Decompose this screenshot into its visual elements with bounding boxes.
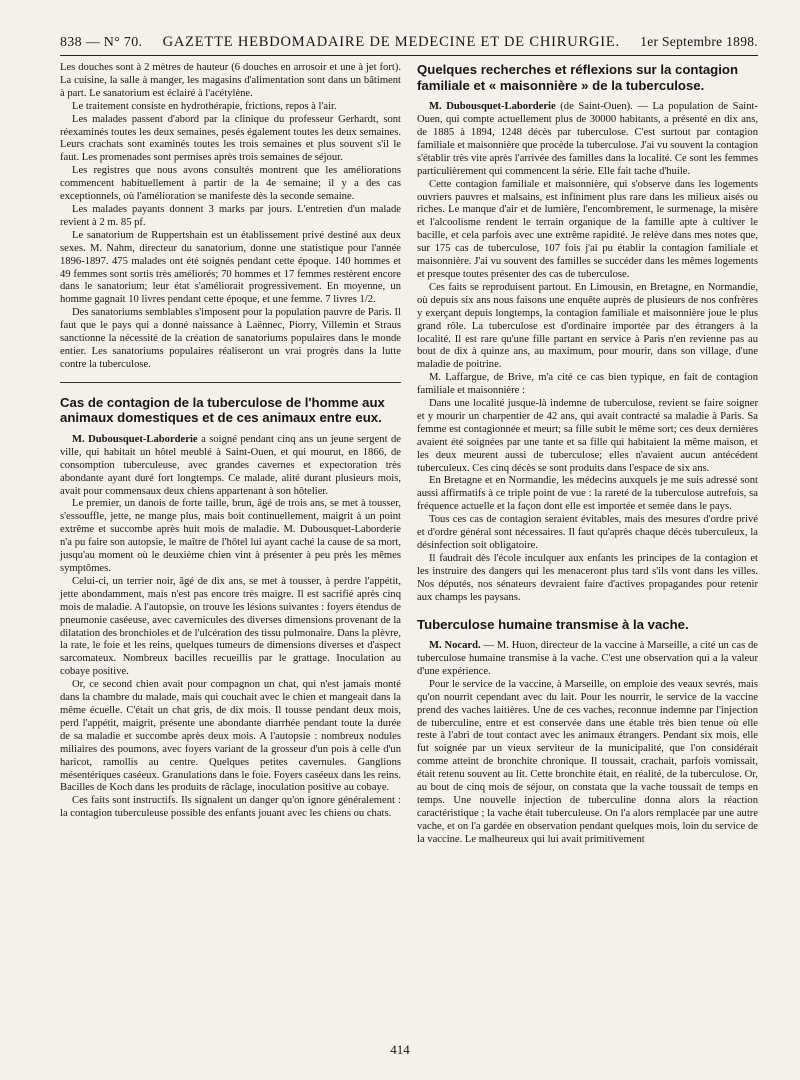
paragraph-text: a soigné pendant cinq ans un jeune sergent de ville, qui habitait un hôtel meublé à Saint-Ouen, et qui mourut, en 1866, de consomption tuberculeuse, avec grandes cavernes et expectoration très abondante ayant duré fort longtemps. Ce malade, alité durant plusieurs mois, avait pour commensaux deux chiens appartenant à son hôtelier. <box>60 433 402 497</box>
paragraph: Le sanatorium de Ruppertshain est un établissement privé destiné aux deux sexes. M. Nahm, directeur du sanatorium, donne une statistique pour l'année 1896-1897. 475 malades ont été soignés pendant cette époque. 140 hommes et 49 femmes sont sortis très améliorés; 70 hommes et 17 femmes restèrent encore dans le sanatorium; leur état s'améliorait progressivement. En moyenne, un homme gagnait 10 livres pendant cette époque, et une femme. 7 livres 1/2. <box>60 229 401 306</box>
paragraph <box>417 101 758 178</box>
page-header <box>60 34 758 56</box>
paragraph: Les douches sont à 2 mètres de hauteur (6 douches en arrosoir et une à jet fort). La cuisine, la salle à manger, les magasins d'alimentation sont dans un bâtiment à part. Le sanatorium est éclairé à l'acétylène. <box>60 62 401 99</box>
paragraph: Or, ce second chien avait pour compagnon un chat, qui n'est jamais monté dans la chambre du malade, mais qui couchait avec le chien et mangeait dans la même écuelle. C'était un chat gris, de dix mois. Il tousse pendant deux mois, perd l'appétit, maigrit, présente une abondante diarrhée pendant toute la durée de sa maladie et succombe après deux mois. A l'autopsie : nombreux nodules miliaires des poumons, avec foyers variant de la grosseur d'un pois à celle d'un haricot, ramollis au centre. Quelques petites cavernules. Ganglions mésentériques caséeux. Granulations dans le foie. Foyers caséeux dans les reins. Bacilles de Koch dans les produits de râclage, inoculation positive au cobaye. <box>60 679 401 794</box>
paragraph: Les registres que nous avons consultés montrent que les améliorations commencent habituellement à partir de la 4e semaine; il y a des cas exceptionnels, où l'amélioration se manifeste dès la seconde semaine. <box>60 165 401 203</box>
paragraph: Des sanatoriums semblables s'imposent pour la population pauvre de Paris. Il faut que le pays qui a donné naissance à Laënnec, Piorry, Villemin et Straus sanctionne la nécessité de la création de sanatoriums populaires dans le monde entier. Les sanatoriums populaires réaliseront un vrai progrès dans la lutte contre la tuberculose. <box>60 307 401 370</box>
page-number: 414 <box>390 1042 410 1057</box>
author-name: M. Dubousquet-Laborderie <box>429 101 556 113</box>
section-heading: Quelques recherches et réflexions sur la contagion familiale et « maisonnière » de la tuberculose. <box>417 62 739 93</box>
paragraph: M. Laffargue, de Brive, m'a cité ce cas bien typique, en fait de contagion familiale et maisonnière : <box>417 372 758 397</box>
two-column-body <box>60 62 758 847</box>
paragraph: Les malades payants donnent 3 marks par jours. L'entretien d'un malade revient à 2 m. 85 pf. <box>60 203 401 228</box>
paragraph: Les malades passent d'abord par la clinique du professeur Gerhardt, sont réexaminés toutes les deux semaines, pesés également toutes les deux semaines. Leurs crachats sont examinés toutes les trois semaines et plus souvent s'il le faut. Les promenades sont permises après trois semaines de séjour. <box>60 113 401 164</box>
paragraph: Il faudrait dès l'école inculquer aux enfants les principes de la contagion et les instruire des dangers qui les menaceront plus tard s'ils vont dans les villes. Nos députés, nos sénateurs devraient faire d'actives propagandes pour retenir aux champs les paysans. <box>417 552 758 603</box>
paragraph <box>60 434 401 499</box>
paragraph: Cette contagion familiale et maisonnière, qui s'observe dans les logements ouvriers pauvres et malsains, est infiniment plus rare dans les milieux aisés ou riches. Le manque d'air et de lumière, l'encombrement, le surmenage, la misère et l'alcoolisme rendent le terrain organique de la famille apte à cultiver le bacille, et cela parfois avec une extrême rapidité. Je relève dans mes notes que, sur 175 cas de tuberculose, 107 fois j'ai pu établir la contagion familiale et maisonnière. J'ai vu souvent des familles se succéder dans les mêmes logements et presque toutes présenter des cas de tuberculose. <box>417 178 758 280</box>
paragraph: Dans une localité jusque-là indemne de tuberculose, revient se faire soigner et y mourir un charpentier de 42 ans, qui avait contracté sa maladie à Paris. Sa femme est contagionnée et meurt; sa fille subit le même sort; ces deux dernières avaient été soignées par une tante et sa fille qui habitaient la même maison, et les deux meurent aussi de tuberculose; elles n'avaient aucun antécédent tuberculeux. Ces cinq décès se sont produits dans l'espace de six ans. <box>417 398 758 474</box>
paragraph-text: (de Saint-Ouen). — La population de Saint-Ouen, qui compte actuellement plus de 30000 habitants, a présenté en dix ans, de 1885 à 1894, 1248 décès par tuberculose. C'est surtout par contagion familiale et maisonnière que procède la tuberculose. J'ai vu souvent la contagion s'établir très vite après l'arrivée des familles dans la localité. Ce sont les femmes particulièrement qui commencent la série. Elle fait tache d'huile. <box>417 101 758 177</box>
paragraph: Ces faits se reproduisent partout. En Limousin, en Bretagne, en Normandie, où depuis six ans nous faisons une enquête auprès de plusieurs de nos confrères y exerçant depuis longtemps, la contagion familiale et maisonnière joue le plus grand rôle. La tuberculose est d'ordinaire importée par des étrangers à la localité. Il est rare qu'une fille partant en service à Paris n'en revienne pas au bout de dix à quinze ans, au maximum, pour mourir, dans son village, d'une maladie de poitrine. <box>417 281 758 371</box>
page-reference: 838 — N° 70. <box>60 35 143 50</box>
paragraph: Le traitement consiste en hydrothérapie, frictions, repos à l'air. <box>72 100 337 112</box>
section-heading: Tuberculose humaine transmise à la vache. <box>417 616 689 632</box>
journal-title: GAZETTE HEBDOMADAIRE DE MEDECINE ET DE CHIRURGIE. <box>162 34 620 50</box>
paragraph: Celui-ci, un terrier noir, âgé de dix ans, se met à tousser, à perdre l'appétit, jette abondamment, mais n'est pas encore très maigre. Il est sacrifié après cinq mois de maladie. A l'autopsie, on trouve les lésions suivantes : foyers étendus de pneumonie caséeuse, avec cavernicules des diverses dimensions provenant de la dilatation des bronchioles et de l'ulcération des tissu pulmonaire. Dans la plèvre, la rate, le foie et les reins, quelques tumeurs de dimensions diverses et d'aspect sarcomateux. Nombreux bacilles recueillis par le grattage. Inoculation au cobaye positive. <box>60 575 401 678</box>
section-heading: Cas de contagion de la tuberculose de l'homme aux animaux domestiques et de ces animaux entre eux. <box>60 394 385 426</box>
paragraph: Le premier, un danois de forte taille, brun, âgé de trois ans, se met à tousser, s'essouffle, jette, ne mange plus, mais boit continuellement, maigrit à un point extrême et succombe après huit mois de maladie. M. Dubousquet-Laborderie n'a pu faire son autopsie, le maître de l'hôtel lui ayant caché la cause de sa mort, jusqu'au moment où le deuxième chien vint à présenter à peu près les mêmes symptômes. <box>60 498 401 574</box>
left-column <box>60 62 401 847</box>
paragraph: En Bretagne et en Normandie, les médecins auxquels je me suis adressé sont aussi affirmatifs à ce triple point de vue : la rareté de la tuberculose autrefois, sa fréquence actuelle et la façon dont elle est importée et semée dans le pays. <box>417 475 758 513</box>
paragraph: Tous ces cas de contagion seraient évitables, mais des mesures d'ordre privé et d'ordre général sont nécessaires. Il faut qu'après chaque décès tuberculeux, la désinfection soit obligatoire. <box>417 514 758 551</box>
author-name: M. Nocard. <box>429 640 481 652</box>
paragraph: Pour le service de la vaccine, à Marseille, on emploie des veaux sevrés, mais qu'on nourrit cependant avec du lait. Pour les nourrir, le service de la vaccine prend des vaches laitières. Une de ces vaches, reconnue indemne par l'injection de tuberculine, entre et est conservée dans une étable très bien tenue où elle reste à l'abri de tout contact avec les animaux étrangers. Pendant six mois, elle fut soignée par un vieux serviteur de la municipalité, que l'on considérait comme atteint de bronchite chronique. Il toussait, crachait, parfois vomissait, était retenu souvent au lit. Cette bronchite était, en réalité, de la tuberculose. Or, au bout de cinq mois de séjour, on constata que la vache toussait de temps en temps. Une nouvelle injection de tuberculine donna alors la réaction caractéristique ; la vache était tuberculeuse. On l'a alors remplacée par une autre vache, et on l'a gardée en observation pendant quelques mois, loin du service de la vaccine. Le malheureux qui lui avait primitivement <box>417 678 758 845</box>
paragraph <box>417 640 758 679</box>
section-divider <box>60 382 401 383</box>
paragraph-text: — M. Huon, directeur de la vaccine à Marseille, a cité un cas de tuberculose humaine transmise à la vache. C'est une observation qui a la valeur d'une expérience. <box>417 640 759 677</box>
paragraph: Ces faits sont instructifs. Ils signalent un danger qu'on ignore généralement : la contagion tuberculeuse possible des enfants jouant avec les chiens ou chats. <box>60 795 401 820</box>
right-column <box>417 62 758 847</box>
issue-date: 1er Septembre 1898. <box>640 34 758 49</box>
author-name: M. Dubousquet-Laborderie <box>72 433 198 445</box>
